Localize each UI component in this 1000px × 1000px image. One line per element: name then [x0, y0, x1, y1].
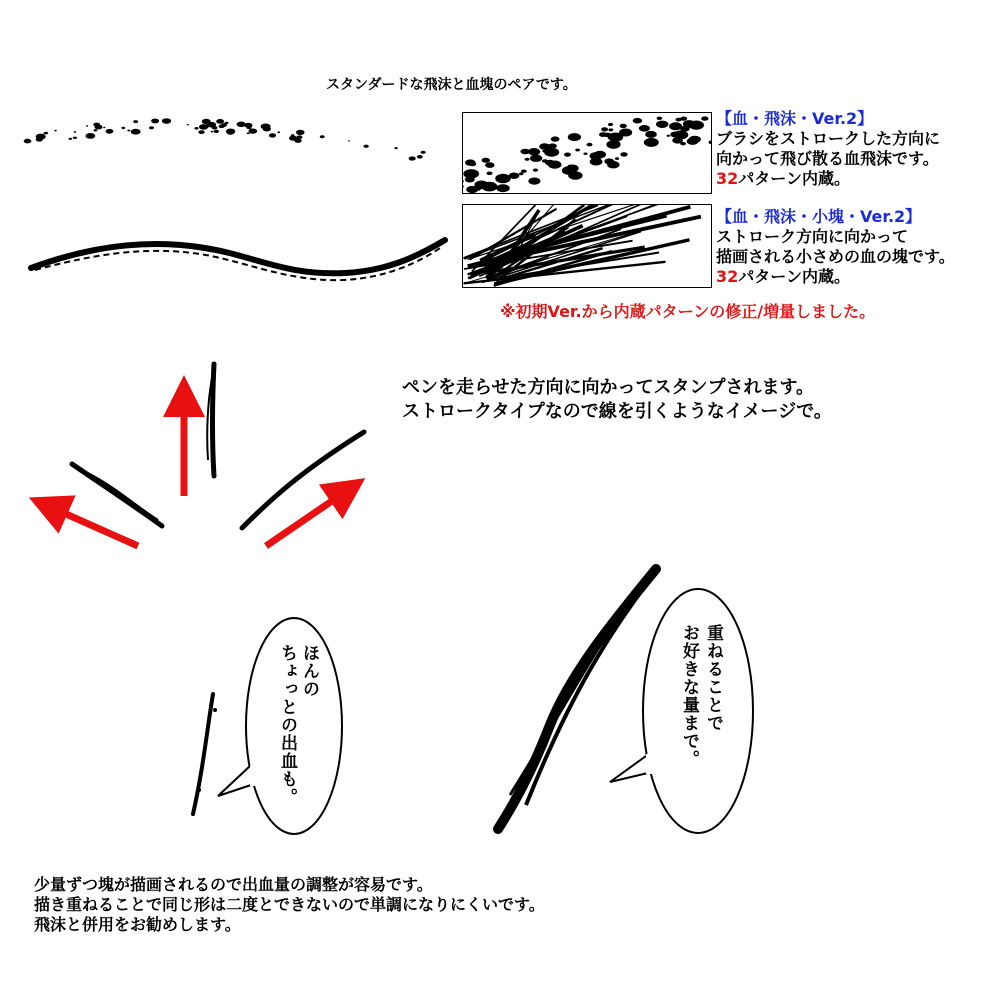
ink-droplet: [261, 124, 271, 130]
brush2-count: 32: [716, 267, 739, 286]
ink-droplet: [528, 178, 540, 185]
ink-droplet: [608, 123, 613, 126]
ink-droplet: [292, 137, 295, 139]
ink-droplet: [462, 180, 464, 182]
ink-droplet: [465, 177, 475, 183]
ink-droplet: [207, 122, 216, 128]
ink-droplet: [69, 138, 73, 140]
ink-droplet: [528, 148, 540, 155]
ink-droplet: [269, 133, 276, 137]
ink-droplet: [525, 158, 530, 161]
speech-bubble-left: [244, 616, 344, 836]
brush2-count-suffix: パターン内蔵。: [738, 267, 850, 286]
ink-droplet: [462, 185, 464, 187]
ink-droplet: [86, 133, 96, 139]
stroke-left: [72, 464, 162, 526]
ink-droplet: [583, 153, 587, 155]
ink-droplet: [672, 137, 683, 143]
ink-droplet: [701, 116, 708, 120]
ink-droplet: [709, 141, 713, 145]
ink-droplet: [211, 131, 214, 133]
ink-droplet: [680, 126, 690, 132]
ink-droplet: [519, 172, 524, 175]
footer-line1: 少量ずつ塊が描画されるので出血量の調整が容易です。: [34, 875, 433, 894]
ink-droplet: [348, 140, 350, 141]
ink-droplet: [74, 131, 77, 133]
ink-droplet: [44, 132, 48, 135]
bubble-right-line2: お好きな量まで。: [679, 624, 699, 768]
ink-droplet: [568, 171, 582, 180]
ink-droplet: [633, 118, 642, 124]
ink-droplet: [216, 119, 224, 124]
ink-droplet: [121, 127, 125, 129]
clot-stroke-sample: [25, 228, 465, 298]
ink-droplet: [669, 122, 682, 130]
ink-droplet: [533, 169, 538, 172]
ink-droplet: [54, 130, 57, 132]
ink-droplet: [667, 135, 671, 137]
ink-droplet: [73, 137, 77, 139]
ink-droplet: [133, 120, 138, 123]
ink-droplet: [657, 117, 663, 120]
brush2-desc-line2: 描画される小さめの血の塊です。: [716, 247, 955, 266]
ink-droplet: [530, 155, 542, 162]
small-bleed-sample: [185, 690, 225, 820]
ink-droplet: [320, 135, 325, 138]
ink-droplet: [476, 188, 481, 191]
arrow-right: [266, 490, 348, 546]
ink-droplet: [656, 121, 668, 128]
ink-droplet: [639, 125, 650, 132]
direction-diagram: [30, 360, 370, 560]
ink-droplet: [487, 172, 493, 176]
ink-droplet: [645, 131, 657, 138]
stroke-up: [213, 364, 215, 476]
intro-text: スタンダードな飛沫と血塊のペアです。: [326, 77, 577, 93]
ink-droplet: [548, 161, 562, 169]
ink-droplet: [619, 129, 632, 137]
footer-line3: 飛沫と併用をお勧めします。: [34, 915, 241, 934]
ink-droplet: [644, 138, 659, 147]
ink-droplet: [36, 134, 46, 140]
ink-droplet: [187, 124, 189, 125]
splatter-preview-panel: [462, 112, 712, 194]
ink-droplet: [564, 153, 571, 157]
ink-droplet: [495, 174, 511, 183]
direction-line2: ストロークタイプなので線を引くようなイメージで。: [402, 401, 832, 422]
ink-droplet: [539, 143, 550, 150]
direction-line1: ペンを走らせた方向に向かってスタンプされます。: [402, 377, 815, 398]
brush1-count-line: [716, 170, 850, 188]
ink-droplet: [394, 147, 397, 149]
ink-droplet: [417, 155, 423, 159]
brush1-count: 32: [716, 169, 739, 188]
bubble-right-line1: 重ねることで: [703, 624, 723, 732]
ink-droplet: [567, 165, 579, 172]
brush2-title: 【血・飛沫・小塊・Ver.2】: [716, 207, 922, 226]
ink-droplet: [127, 130, 130, 132]
ink-droplet: [24, 139, 32, 144]
brush1-desc-line1: ブラシをストロークした方向に: [716, 129, 941, 148]
ink-droplet: [601, 127, 608, 131]
ink-droplet: [198, 130, 204, 134]
ink-droplet: [247, 132, 250, 134]
ink-droplet: [575, 149, 580, 152]
ink-droplet: [542, 159, 548, 163]
ink-droplet: [227, 130, 235, 135]
ink-droplet: [607, 161, 619, 168]
ink-droplet: [551, 136, 560, 141]
ink-droplet: [199, 124, 208, 130]
bubble-left-line1: ほんの: [299, 644, 319, 698]
ink-droplet: [606, 140, 620, 149]
clot-preview-art: [463, 205, 711, 287]
splatter-stroke-sample: [10, 110, 470, 190]
ink-droplet: [496, 184, 509, 192]
ink-droplet: [680, 117, 687, 121]
ink-droplet: [363, 145, 368, 148]
ink-droplet: [568, 133, 581, 141]
ink-droplet: [465, 159, 476, 165]
arrow-left: [48, 506, 138, 546]
ink-droplet: [421, 151, 426, 154]
ink-droplet: [249, 129, 258, 134]
ink-droplet: [194, 127, 198, 130]
bubble-left-line2: ちょっとの出血も。: [277, 644, 297, 806]
splatter-preview-art: [463, 113, 711, 193]
ink-droplet: [522, 149, 527, 152]
ink-droplet: [95, 125, 103, 130]
ink-droplet: [103, 127, 105, 128]
ink-droplet: [687, 138, 699, 145]
ink-droplet: [277, 131, 280, 133]
ink-droplet: [151, 119, 159, 124]
heavy-bleed-sample: [490, 565, 660, 835]
brush1-count-suffix: パターン内蔵。: [738, 169, 850, 188]
ink-droplet: [106, 129, 114, 134]
ink-droplet: [297, 135, 303, 139]
ink-droplet: [608, 128, 613, 131]
ink-droplet: [620, 152, 627, 156]
ink-droplet: [86, 125, 88, 126]
update-note: ※初期Ver.から内蔵パターンの修正/増量しました。: [500, 302, 876, 321]
ink-droplet: [521, 170, 527, 173]
brush1-title: 【血・飛沫・Ver.2】: [716, 109, 874, 128]
ink-droplet: [542, 150, 547, 153]
brush1-desc-line2: 向かって飛び散る血飛沫です。: [716, 149, 939, 168]
ink-droplet: [604, 133, 612, 138]
brush2-count-line: [716, 268, 850, 286]
ink-droplet: [219, 125, 225, 129]
ink-droplet: [214, 130, 219, 133]
stroke-right: [242, 432, 364, 528]
ink-droplet: [509, 173, 520, 179]
ink-droplet: [131, 129, 141, 135]
clot-preview-panel: [462, 204, 712, 288]
ink-droplet: [94, 129, 98, 131]
ink-droplet: [590, 158, 603, 166]
ink-droplet: [485, 162, 494, 168]
ink-droplet: [620, 124, 627, 128]
ink-droplet: [409, 156, 416, 160]
ink-droplet: [162, 118, 171, 124]
brush2-desc-line1: ストローク方向に向かって: [716, 227, 909, 246]
ink-droplet: [237, 122, 246, 128]
ink-droplet: [149, 126, 154, 129]
ink-droplet: [482, 158, 490, 163]
ink-droplet: [615, 157, 619, 160]
ink-droplet: [296, 130, 305, 135]
ink-droplet: [587, 143, 593, 147]
speech-bubble-right: [640, 586, 756, 836]
footer-line2: 描き重ねることで同じ形は二度とできないので単調になりにくいです。: [34, 895, 545, 914]
